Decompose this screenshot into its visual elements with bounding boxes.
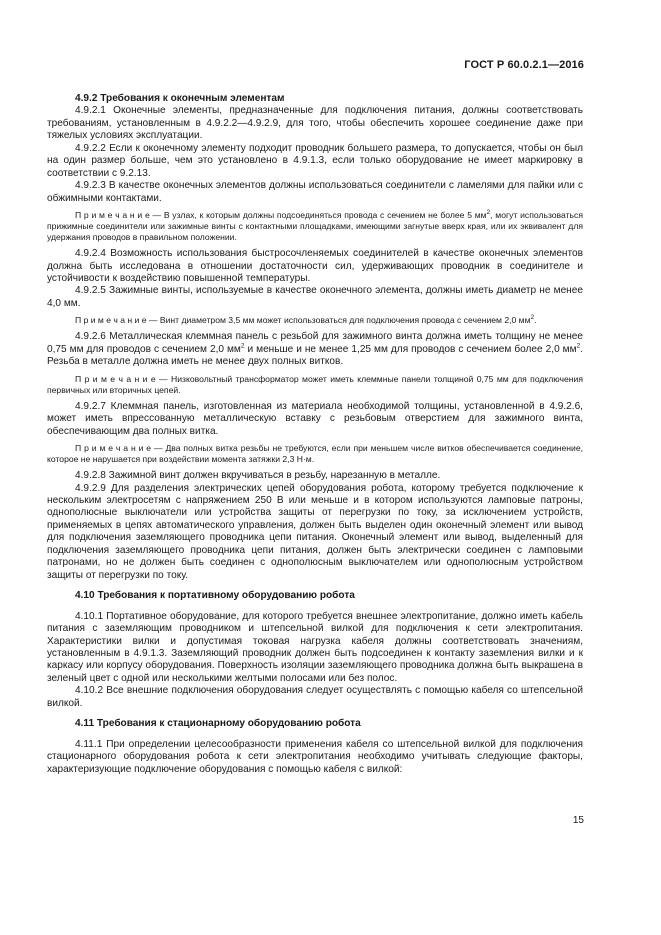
section-heading-4-11: 4.11 Требования к стационарному оборудованию робота	[75, 718, 361, 730]
section-spacer	[47, 603, 583, 611]
paragraph-4-9-2-5: 4.9.2.5 Зажимные винты, используемые в качестве оконечного элемента, должны иметь диаметр не менее 4,0 мм.	[47, 285, 583, 309]
paragraph-4-10-2: 4.10.2 Все внешние подключения оборудования следует осуществлять с помощью кабеля со штепсельной вилкой.	[47, 685, 583, 709]
paragraph-4-9-2-8: 4.9.2.8 Зажимной винт должен вкручиваться в резьбу, нарезанную в металле.	[75, 470, 441, 482]
note-label: П р и м е ч а н и е	[75, 373, 156, 384]
note-1	[47, 210, 583, 243]
note-4	[47, 443, 583, 465]
paragraph-4-10-1: 4.10.1 Портативное оборудование, для которого требуется внешнее электропитание, должно иметь кабель питания с заземляющим проводником и штепсельной вилкой для подключения к сети электропитания. Характеристики вилки и допустимая токовая нагрузка кабеля должны соответствовать значениям, установленным в 4.9.1.3. Заземляющий проводник должен быть подсоединен к контакту заземления вилки и к каркасу или корпусу оборудования. Поверхность изоляции заземляющего проводника должна быть выкрашена в зеленый цвет с одной или несколькими желтыми полосами или без полос.	[47, 610, 583, 684]
paragraph-4-9-2-2: 4.9.2.2 Если к оконечному элементу подходит проводник большего размера, то допускается, чтобы он был на один размер больше, чем это установлено в 4.9.1.3, если только оборудование не имеет маркировку в соответствии с 9.2.13.	[47, 142, 583, 179]
document-code: ГОСТ Р 60.0.2.1—2016	[464, 59, 584, 71]
paragraph-4-9-2-7: 4.9.2.7 Клеммная панель, изготовленная из материала необходимой толщины, установленной в 4.9.2.6, может иметь впрессованную металлическую вставку с резьбовым отверстием для зажимного винта, обеспечивающим два полных витка.	[47, 400, 583, 437]
paragraph-4-9-2-3: 4.9.2.3 В качестве оконечных элементов должны использоваться соединители с ламелями для пайки или с обжимными контактами.	[47, 180, 583, 204]
section-spacer	[47, 582, 583, 590]
page-number: 15	[572, 815, 584, 826]
note-label: П р и м е ч а н и е	[75, 210, 150, 221]
note-label: П р и м е ч а н и е	[75, 315, 147, 326]
paragraph-4-9-2-9: 4.9.2.9 Для разделения электрических цепей оборудования робота, которому требуется подключение к нескольким электросетям с напряжением 250 В или меньше и в котором используются ламповые патроны, однополюсные выключатели или устройства защиты от перегрузки по току, за исключением устройств, применяемых в цепях автоматического управления, должен быть выделен один оконечный элемент или вывод для подключения заземляющего проводника цепи питания. Оконечный элемент или вывод, выделенный для подключения заземляющего проводника цепи питания, должен быть электрически соединен с ламповыми патронами, но не должен быть соединен с однополюсным выключателем или однополюсным устройством защиты от перегрузки по току.	[47, 482, 583, 581]
note-label: П р и м е ч а н и е	[75, 443, 152, 454]
superscript: 2	[576, 342, 581, 350]
page-content	[47, 93, 583, 776]
section-spacer	[47, 731, 583, 739]
note-text: — Винт диаметром 3,5 мм может использоваться для подключения провода с сечением 2,0 мм	[146, 315, 531, 326]
section-heading-4-9-2: 4.9.2 Требования к оконечным элементам	[75, 93, 285, 104]
paragraph-4-11-1: 4.11.1 При определении целесообразности применения кабеля со штепсельной вилкой для подключения стационарного оборудования робота к сети электропитания необходимо учитывать следующие факторы, характеризующие подключение оборудования с помощью кабеля с вилкой:	[47, 738, 583, 775]
paragraph-4-9-2-6	[47, 331, 583, 368]
paragraph-text: . Резьба в металле должна иметь не менее двух полных витков.	[47, 343, 583, 368]
note-text: , могут использоваться прижимные соединители или зажимные винты с контактными площадками, имеющими загнутые вверх края, или их эквивалент для удержания проводов в правильном положении.	[47, 210, 583, 243]
paragraph-4-9-2-4: 4.9.2.4 Возможность использования быстросочленяемых соединителей в качестве оконечных элементов должна быть исследована в отношении достаточности сил, удерживающих проводник в соединителе и устойчивости к воздействию повышенной температуры.	[47, 248, 583, 284]
note-text: — Низковольтный трансформатор может иметь клеммные панели толщиной 0,75 мм для подключения первичных или вторичных цепей.	[47, 373, 584, 395]
note-text: — Два полных витка резьбы не требуются, если при меньшем числе витков обеспечивается соединение, которое не нарушается при воздействии момента затяжки 2,3 Н·м.	[47, 443, 583, 465]
note-text: — В узлах, к которым должны подсоединяться провода с сечением не более 5 мм	[149, 210, 487, 221]
superscript: 2	[530, 314, 535, 322]
paragraph-4-9-2-1: 4.9.2.1 Оконечные элементы, предназначенные для подключения питания, должны соответствовать требованиям, установленным в 4.9.2.2—4.9.2.9, для того, чтобы обеспечить хорошее соединение даже при тяжелых условиях эксплуатации.	[47, 105, 583, 142]
superscript: 2	[486, 209, 491, 217]
note-text: .	[534, 315, 537, 326]
paragraph-text: 4.9.2.6 Металлическая клеммная панель с резьбой для зажимного винта должна иметь толщину не менее 0,75 мм для проводов с сечением 2,0 мм	[47, 331, 583, 355]
section-heading-4-10: 4.10 Требования к портативному оборудованию робота	[75, 590, 355, 602]
superscript: 2	[240, 342, 245, 350]
note-3	[47, 374, 583, 396]
paragraph-text: и меньше и не менее 1,25 мм для проводов с сечением более 2,0 мм	[244, 343, 577, 355]
note-2	[47, 315, 583, 326]
